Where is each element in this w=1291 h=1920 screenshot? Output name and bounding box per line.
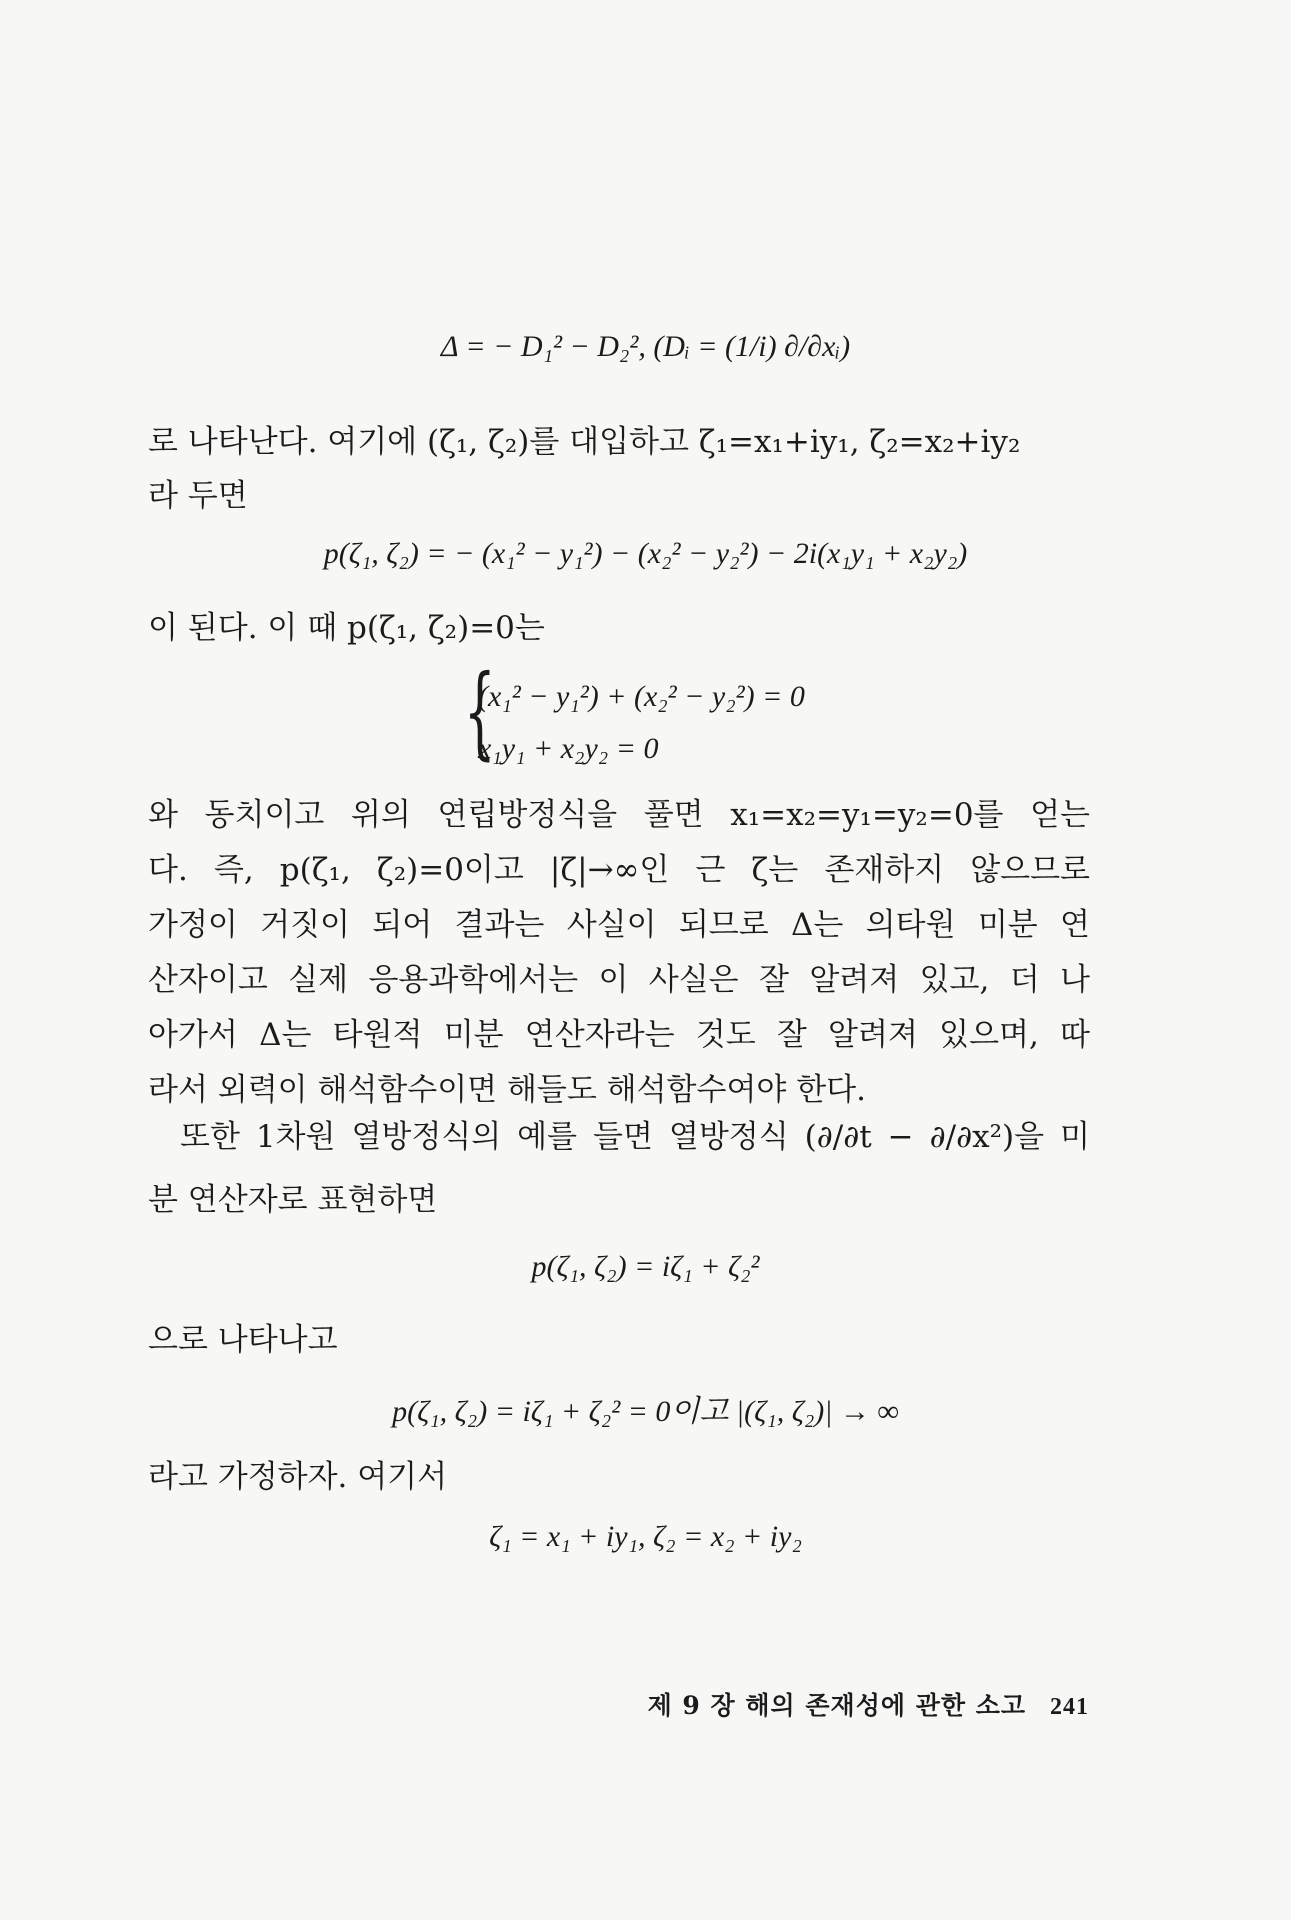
text-line-after-poly: 으로 나타나고 bbox=[148, 1322, 338, 1358]
chapter-title: 제 9 장 해의 존재성에 관한 소고 bbox=[647, 1691, 1026, 1720]
paragraph-solution bbox=[148, 788, 1090, 1118]
text-line-1: 로 나타난다. 여기에 (ζ₁, ζ₂)를 대입하고 ζ₁=x₁+iy₁, ζ₂=x₂+iy₂ bbox=[148, 424, 1021, 460]
substitution-equation: ζ₁ = x₁ + iy₁, ζ₂ = x₂ + iy₂ bbox=[489, 1520, 802, 1553]
heat-polynomial: p(ζ₁, ζ₂) = iζ₁ + ζ₂² bbox=[531, 1250, 760, 1283]
text-line-assume: 라고 가정하자. 여기서 bbox=[148, 1459, 448, 1495]
system-equation-1: (x₁² − y₁²) + (x₂² − y₂²) = 0 bbox=[478, 680, 805, 713]
page-number: 241 bbox=[1050, 1694, 1089, 1720]
paragraph-line: 라서 외력이 해석함수이면 해들도 해석함수여야 한다. bbox=[148, 1072, 866, 1108]
text-line-3: 이 된다. 이 때 p(ζ₁, ζ₂)=0는 bbox=[148, 610, 545, 646]
paragraph-line: 다. 즉, p(ζ₁, ζ₂)=0이고 |ζ|→∞인 근 ζ는 존재하지 않으므로 bbox=[148, 852, 1090, 888]
heat-condition: p(ζ₁, ζ₂) = iζ₁ + ζ₂² = 0이고 |(ζ₁, ζ₂)| → ∞ bbox=[392, 1395, 899, 1428]
heat-intro-line-1: 또한 1차원 열방정식의 예를 들면 열방정식 (∂/∂t − ∂/∂x²)을 미 bbox=[180, 1119, 1090, 1155]
heat-intro-line-2: 분 연산자로 표현하면 bbox=[148, 1182, 438, 1218]
laplacian-equation: Δ = − D₁² − D₂², (Dᵢ = (1/i) ∂/∂xᵢ) bbox=[440, 330, 851, 363]
system-equation-2: x₁y₁ + x₂y₂ = 0 bbox=[478, 732, 659, 765]
polynomial-equation: p(ζ₁, ζ₂) = − (x₁² − y₁²) − (x₂² − y₂²) − 2i(x₁y₁ + x₂y₂) bbox=[323, 537, 968, 570]
paragraph-line: 아가서 Δ는 타원적 미분 연산자라는 것도 잘 알려져 있으며, 따 bbox=[148, 1017, 1090, 1053]
text-line-2: 라 두면 bbox=[148, 478, 248, 514]
running-footer bbox=[648, 1686, 1089, 1722]
paragraph-line: 와 동치이고 위의 연립방정식을 풀면 x₁=x₂=y₁=y₂=0를 얻는 bbox=[148, 797, 1090, 833]
paragraph-line: 산자이고 실제 응용과학에서는 이 사실은 잘 알려져 있고, 더 나 bbox=[148, 962, 1090, 998]
paragraph-line: 가정이 거짓이 되어 결과는 사실이 되므로 Δ는 의타원 미분 연 bbox=[148, 907, 1090, 943]
system-brace: { bbox=[463, 653, 496, 770]
